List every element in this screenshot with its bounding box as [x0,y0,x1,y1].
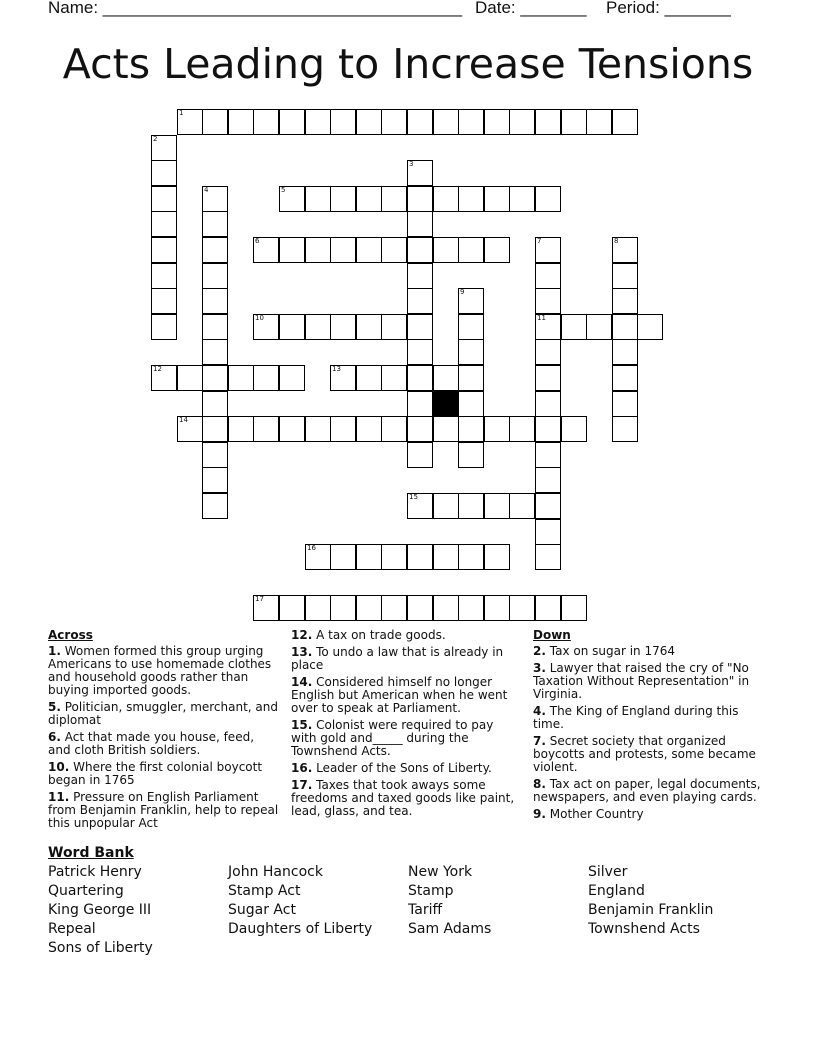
crossword-cell[interactable] [458,365,484,391]
crossword-cell[interactable] [586,314,612,340]
crossword-cell[interactable] [407,109,433,135]
crossword-cell[interactable] [253,314,279,340]
crossword-cell[interactable] [407,160,433,186]
crossword-cell[interactable] [381,595,407,621]
word-bank-item: Tariff [408,902,443,918]
crossword-cell[interactable] [381,237,407,263]
crossword-cell[interactable] [484,237,510,263]
crossword-cell[interactable] [356,186,382,212]
word-bank-item: Sam Adams [408,921,492,937]
crossword-cell[interactable] [253,109,279,135]
clue-down: 2. Tax on sugar in 1764 [533,644,675,658]
crossword-cell[interactable] [151,186,177,212]
crossword-cell[interactable] [151,365,177,391]
clue-number: 14 [179,416,188,424]
crossword-cell[interactable] [381,186,407,212]
crossword-cell[interactable] [356,109,382,135]
crossword-cell[interactable] [202,339,228,365]
crossword-cell[interactable] [484,544,510,570]
crossword-cell[interactable] [253,595,279,621]
crossword-cell[interactable] [407,595,433,621]
crossword-cell[interactable] [381,314,407,340]
crossword-cell[interactable] [612,365,638,391]
crossword-cell[interactable] [381,109,407,135]
across-heading: Across [48,628,93,642]
crossword-cell[interactable] [458,288,484,314]
clue-number: 13 [332,365,341,373]
crossword-cell[interactable] [535,314,561,340]
crossword-cell[interactable] [535,467,561,493]
clue-number: 7 [537,237,542,245]
crossword-cell[interactable] [509,186,535,212]
crossword-cell[interactable] [330,109,356,135]
clue-number: 17 [255,595,264,603]
crossword-cell[interactable] [177,416,203,442]
word-bank-heading: Word Bank [48,845,134,861]
crossword-cell[interactable] [612,314,638,340]
crossword-cell[interactable] [356,314,382,340]
crossword-cell[interactable] [535,391,561,417]
crossword-cell[interactable] [612,391,638,417]
crossword-cell[interactable] [407,416,433,442]
crossword-cell[interactable] [228,416,254,442]
clue-across: 12. A tax on trade goods. [291,628,446,642]
crossword-cell[interactable] [407,211,433,237]
crossword-cell[interactable] [509,595,535,621]
crossword-cell[interactable] [151,135,177,161]
word-bank-item: Sugar Act [228,902,296,918]
crossword-cell[interactable] [253,365,279,391]
crossword-cell[interactable] [484,109,510,135]
crossword-cell[interactable] [535,109,561,135]
crossword-black-cell [433,391,459,417]
crossword-cell[interactable] [330,237,356,263]
crossword-cell[interactable] [586,109,612,135]
clue-number: 6 [255,237,260,245]
crossword-cell[interactable] [433,595,459,621]
crossword-cell[interactable] [330,595,356,621]
clue-number: 15 [409,493,418,501]
word-bank-item: Patrick Henry [48,864,142,880]
crossword-cell[interactable] [458,493,484,519]
clue-number: 10 [255,314,264,322]
crossword-cell[interactable] [484,595,510,621]
clue-number: 16 [307,544,316,552]
clue-down: 8. Tax act on paper, legal documents, newspapers, and even playing cards. [533,777,761,804]
crossword-cell[interactable] [433,365,459,391]
word-bank-item: Townshend Acts [588,921,700,937]
crossword-cell[interactable] [407,237,433,263]
crossword-cell[interactable] [202,391,228,417]
clue-number: 8 [614,237,619,245]
period-field[interactable]: Period: _______ [606,0,731,17]
crossword-cell[interactable] [433,109,459,135]
crossword-cell[interactable] [202,467,228,493]
across-clues-column-1 [48,629,280,834]
crossword-cell[interactable] [458,339,484,365]
word-bank-item: Repeal [48,921,96,937]
crossword-cell[interactable] [407,365,433,391]
clue-down: 9. Mother Country [533,807,644,821]
crossword-cell[interactable] [407,263,433,289]
word-bank-item: England [588,883,645,899]
crossword-cell[interactable] [202,442,228,468]
crossword-cell[interactable] [381,544,407,570]
crossword-cell[interactable] [202,186,228,212]
clue-across: 5. Politician, smuggler, merchant, and diplomat [48,700,279,727]
crossword-cell[interactable] [637,314,663,340]
crossword-cell[interactable] [433,237,459,263]
crossword-cell[interactable] [535,519,561,545]
down-heading: Down [533,628,571,642]
clue-down: 7. Secret society that organized boycotts and protests, some became violent. [533,734,756,774]
crossword-cell[interactable] [305,109,331,135]
crossword-cell[interactable] [356,365,382,391]
clue-across: 16. Leader of the Sons of Liberty. [291,761,492,775]
crossword-cell[interactable] [535,288,561,314]
crossword-cell[interactable] [407,493,433,519]
crossword-cell[interactable] [151,160,177,186]
crossword-cell[interactable] [407,288,433,314]
crossword-cell[interactable] [612,416,638,442]
crossword-cell[interactable] [458,595,484,621]
crossword-cell[interactable] [407,544,433,570]
crossword-cell[interactable] [356,595,382,621]
word-bank-item: Daughters of Liberty [228,921,373,937]
date-field[interactable]: Date: _______ [475,0,587,17]
crossword-cell[interactable] [151,211,177,237]
crossword-cell[interactable] [330,314,356,340]
crossword-cell[interactable] [253,416,279,442]
crossword-cell[interactable] [305,595,331,621]
crossword-cell[interactable] [612,263,638,289]
crossword-cell[interactable] [458,237,484,263]
crossword-cell[interactable] [151,237,177,263]
crossword-cell[interactable] [202,314,228,340]
crossword-cell[interactable] [509,493,535,519]
crossword-cell[interactable] [202,493,228,519]
crossword-cell[interactable] [228,109,254,135]
crossword-cell[interactable] [535,237,561,263]
clue-number: 9 [460,288,465,296]
clue-across: 1. Women formed this group urging Americans to use homemade clothes and household goods rather than buying imported goods. [48,644,272,697]
crossword-cell[interactable] [202,416,228,442]
crossword-cell[interactable] [305,416,331,442]
crossword-cell[interactable] [279,314,305,340]
crossword-cell[interactable] [202,109,228,135]
crossword-cell[interactable] [612,339,638,365]
crossword-cell[interactable] [279,237,305,263]
crossword-cell[interactable] [151,314,177,340]
crossword-cell[interactable] [433,416,459,442]
clue-number: 3 [409,160,414,168]
crossword-cell[interactable] [253,237,279,263]
clue-down: 3. Lawyer that raised the cry of "No Taxation Without Representation" in Virginia. [533,661,750,701]
word-bank-item: John Hancock [228,864,323,880]
clue-number: 11 [537,314,546,322]
clue-number: 4 [204,186,209,194]
crossword-cell[interactable] [305,186,331,212]
crossword-cell[interactable] [151,288,177,314]
word-bank-item: Silver [588,864,628,880]
across-clues-column-2 [291,629,521,822]
down-clues [533,629,769,825]
crossword-cell[interactable] [433,186,459,212]
clue-number: 2 [153,135,158,143]
crossword-cell[interactable] [228,365,254,391]
word-bank-item: Stamp [408,883,454,899]
crossword-cell[interactable] [509,109,535,135]
clue-across: 6. Act that made you house, feed, and cloth British soldiers. [48,730,255,757]
word-bank-item: Quartering [48,883,124,899]
crossword-cell[interactable] [151,263,177,289]
crossword-cell[interactable] [202,365,228,391]
crossword-cell[interactable] [458,442,484,468]
crossword-cell[interactable] [535,186,561,212]
clue-across: 10. Where the first colonial boycott began in 1765 [48,760,263,787]
crossword-cell[interactable] [279,416,305,442]
crossword-cell[interactable] [535,493,561,519]
crossword-cell[interactable] [407,391,433,417]
crossword-cell[interactable] [561,595,587,621]
crossword-cell[interactable] [202,237,228,263]
crossword-cell[interactable] [330,186,356,212]
crossword-cell[interactable] [330,416,356,442]
crossword-cell[interactable] [381,365,407,391]
crossword-cell[interactable] [535,416,561,442]
crossword-cell[interactable] [458,391,484,417]
crossword-cell[interactable] [433,544,459,570]
clue-across: 15. Colonist were required to pay with gold and_____ during the Townshend Acts. [291,718,494,758]
crossword-cell[interactable] [177,109,203,135]
crossword-cell[interactable] [279,595,305,621]
crossword-cell[interactable] [407,442,433,468]
crossword-cell[interactable] [279,109,305,135]
crossword-cell[interactable] [484,186,510,212]
crossword-cell[interactable] [407,339,433,365]
word-bank-item: Benjamin Franklin [588,902,714,918]
clue-down: 4. The King of England during this time. [533,704,739,731]
crossword-cell[interactable] [202,263,228,289]
crossword-cell[interactable] [356,544,382,570]
clue-across: 17. Taxes that took aways some freedoms and taxed goods like paint, lead, glass, and tea. [291,778,515,818]
crossword-cell[interactable] [535,442,561,468]
crossword-cell[interactable] [535,595,561,621]
crossword-cell[interactable] [356,237,382,263]
crossword-cell[interactable] [305,237,331,263]
clue-across: 14. Considered himself no longer English but American when he went over to speak at Parliament. [291,675,508,715]
word-bank-item: King George III [48,902,152,918]
crossword-cell[interactable] [202,211,228,237]
crossword-cell[interactable] [279,186,305,212]
crossword-cell[interactable] [535,365,561,391]
crossword-cell[interactable] [330,544,356,570]
crossword-cell[interactable] [535,544,561,570]
crossword-cell[interactable] [458,416,484,442]
crossword-cell[interactable] [330,365,356,391]
crossword-cell[interactable] [202,288,228,314]
crossword-cell[interactable] [484,493,510,519]
crossword-cell[interactable] [509,416,535,442]
crossword-cell[interactable] [561,314,587,340]
crossword-cell[interactable] [612,109,638,135]
word-bank-item: Stamp Act [228,883,301,899]
clue-number: 1 [179,109,184,117]
clue-number: 12 [153,365,162,373]
name-field[interactable]: Name: ______________________________________ [48,0,463,17]
crossword-cell[interactable] [458,544,484,570]
crossword-cell[interactable] [458,109,484,135]
clue-across: 13. To undo a law that is already in place [291,645,504,672]
page-title: Acts Leading to Increase Tensions [62,40,754,88]
crossword-cell[interactable] [305,544,331,570]
crossword-cell[interactable] [561,109,587,135]
crossword-cell[interactable] [433,493,459,519]
crossword-cell[interactable] [535,263,561,289]
crossword-cell[interactable] [484,416,510,442]
crossword-cell[interactable] [458,314,484,340]
crossword-cell[interactable] [458,186,484,212]
crossword-cell[interactable] [381,416,407,442]
crossword-cell[interactable] [305,314,331,340]
crossword-cell[interactable] [177,365,203,391]
word-bank-item: Sons of Liberty [48,940,153,956]
crossword-cell[interactable] [561,416,587,442]
crossword-cell[interactable] [612,237,638,263]
clue-number: 5 [281,186,286,194]
crossword-cell[interactable] [535,339,561,365]
crossword-cell[interactable] [279,365,305,391]
crossword-cell[interactable] [612,288,638,314]
crossword-cell[interactable] [407,186,433,212]
crossword-cell[interactable] [407,314,433,340]
word-bank-item: New York [408,864,473,880]
clue-across: 11. Pressure on English Parliament from Benjamin Franklin, help to repeal this unpopular Act [48,790,279,830]
crossword-cell[interactable] [356,416,382,442]
